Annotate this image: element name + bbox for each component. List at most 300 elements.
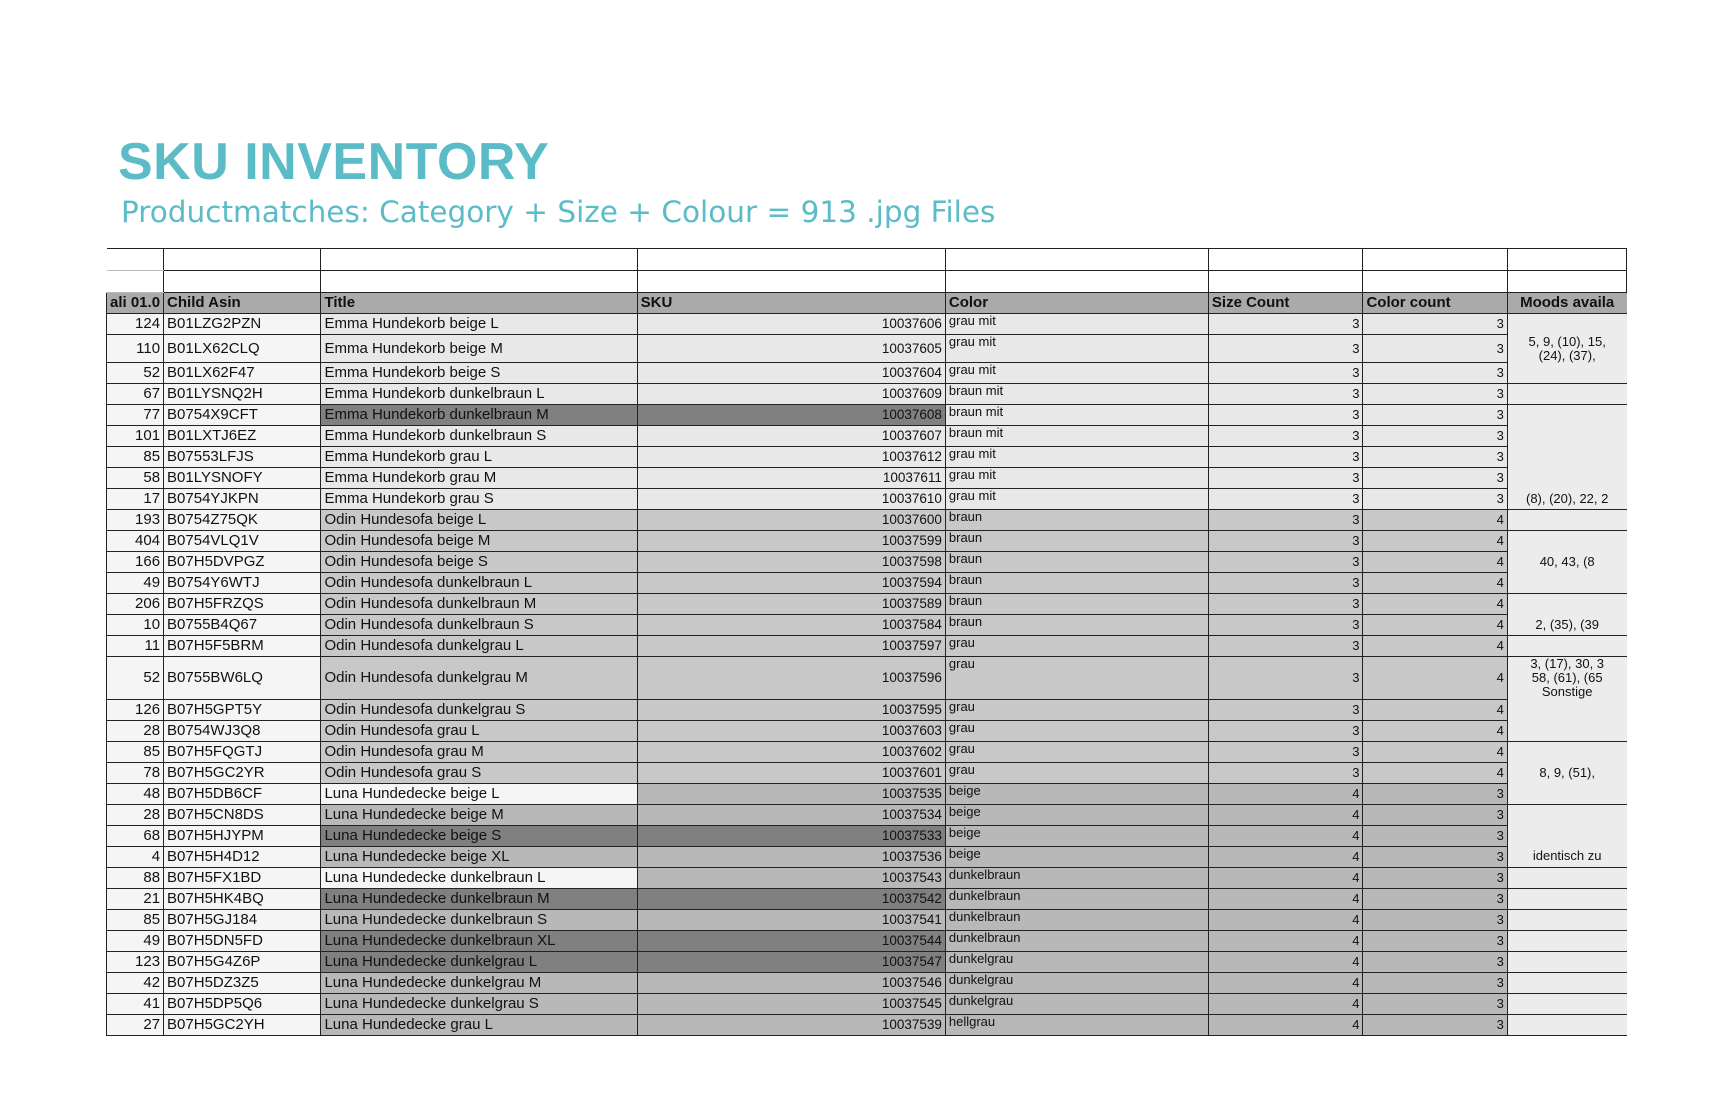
empty-cell: [321, 249, 637, 271]
availability-cell: 58: [107, 468, 164, 489]
availability-cell: 52: [107, 363, 164, 384]
color-cell: dunkelgrau: [945, 972, 1208, 993]
sku-cell: 10037610: [637, 489, 945, 510]
table-row: [107, 384, 1627, 405]
color-cell: grau: [945, 720, 1208, 741]
size-count-cell: 3: [1208, 405, 1363, 426]
asin-cell: B07H5H4D12: [164, 846, 321, 867]
color-count-cell: 4: [1363, 510, 1507, 531]
title-cell: Odin Hundesofa dunkelbraun M: [321, 594, 637, 615]
title-cell: Odin Hundesofa grau M: [321, 741, 637, 762]
availability-cell: 42: [107, 972, 164, 993]
color-count-cell: 4: [1363, 552, 1507, 573]
size-count-cell: 4: [1208, 825, 1363, 846]
size-count-cell: 4: [1208, 888, 1363, 909]
table-row: [107, 867, 1627, 888]
moods-cell: [1507, 594, 1626, 615]
color-count-cell: 3: [1363, 447, 1507, 468]
header-row: [107, 293, 1627, 314]
color-cell: grau: [945, 741, 1208, 762]
asin-cell: B07H5G4Z6P: [164, 951, 321, 972]
sku-cell: 10037535: [637, 783, 945, 804]
sku-cell: 10037608: [637, 405, 945, 426]
size-count-cell: 3: [1208, 314, 1363, 335]
size-count-cell: 3: [1208, 363, 1363, 384]
availability-cell: 404: [107, 531, 164, 552]
sku-cell: 10037589: [637, 594, 945, 615]
availability-cell: 21: [107, 888, 164, 909]
size-count-cell: 3: [1208, 489, 1363, 510]
title-cell: Emma Hundekorb grau M: [321, 468, 637, 489]
title-cell: Odin Hundesofa dunkelbraun S: [321, 615, 637, 636]
size-count-cell: 3: [1208, 468, 1363, 489]
size-count-cell: 3: [1208, 720, 1363, 741]
moods-text: 5, 9, (10), 15, (24), (37),: [1528, 333, 1606, 363]
availability-cell: 49: [107, 930, 164, 951]
spreadsheet: [106, 248, 1627, 1033]
asin-cell: B01LX62CLQ: [164, 335, 321, 363]
color-count-cell: 4: [1363, 615, 1507, 636]
availability-cell: 28: [107, 720, 164, 741]
column-header-moods: Moods availa: [1507, 293, 1626, 314]
table-row: [107, 489, 1627, 510]
column-header-title: Title: [321, 293, 637, 314]
availability-cell: 17: [107, 489, 164, 510]
asin-cell: B0754WJ3Q8: [164, 720, 321, 741]
empty-cell: [1363, 271, 1507, 293]
asin-cell: B01LXTJ6EZ: [164, 426, 321, 447]
color-cell: grau mit: [945, 447, 1208, 468]
moods-cell: [1507, 930, 1626, 951]
asin-cell: B07H5GC2YH: [164, 1014, 321, 1035]
asin-cell: B0754X9CFT: [164, 405, 321, 426]
moods-cell: [1507, 972, 1626, 993]
color-cell: beige: [945, 783, 1208, 804]
title-cell: Luna Hundedecke dunkelbraun L: [321, 867, 637, 888]
table-row: [107, 573, 1627, 594]
asin-cell: B07H5FX1BD: [164, 867, 321, 888]
asin-cell: B07H5DP5Q6: [164, 993, 321, 1014]
asin-cell: B07H5CN8DS: [164, 804, 321, 825]
asin-cell: B07H5DZ3Z5: [164, 972, 321, 993]
moods-cell: [1507, 888, 1626, 909]
availability-cell: 126: [107, 699, 164, 720]
color-count-cell: 3: [1363, 972, 1507, 993]
asin-cell: B07H5GPT5Y: [164, 699, 321, 720]
sku-cell: 10037605: [637, 335, 945, 363]
moods-cell: [1507, 636, 1626, 657]
title-cell: Emma Hundekorb beige L: [321, 314, 637, 335]
asin-cell: B07H5FRZQS: [164, 594, 321, 615]
title-cell: Emma Hundekorb grau L: [321, 447, 637, 468]
availability-cell: 4: [107, 846, 164, 867]
color-count-cell: 3: [1363, 888, 1507, 909]
color-count-cell: 3: [1363, 951, 1507, 972]
availability-cell: 85: [107, 741, 164, 762]
size-count-cell: 3: [1208, 447, 1363, 468]
title-cell: Odin Hundesofa beige L: [321, 510, 637, 531]
table-row: [107, 657, 1627, 700]
color-cell: beige: [945, 825, 1208, 846]
table-row: [107, 615, 1627, 636]
color-cell: dunkelbraun: [945, 909, 1208, 930]
color-count-cell: 4: [1363, 762, 1507, 783]
size-count-cell: 3: [1208, 384, 1363, 405]
size-count-cell: 3: [1208, 531, 1363, 552]
sku-cell: 10037546: [637, 972, 945, 993]
moods-cell: [1507, 741, 1626, 762]
sku-cell: 10037547: [637, 951, 945, 972]
availability-cell: 124: [107, 314, 164, 335]
table-row: [107, 405, 1627, 426]
sku-cell: 10037595: [637, 699, 945, 720]
color-cell: dunkelbraun: [945, 930, 1208, 951]
asin-cell: B07H5GC2YR: [164, 762, 321, 783]
color-count-cell: 3: [1363, 909, 1507, 930]
table-row: [107, 741, 1627, 762]
color-cell: dunkelbraun: [945, 867, 1208, 888]
table-row: [107, 1014, 1627, 1035]
title-cell: Luna Hundedecke beige M: [321, 804, 637, 825]
empty-cell: [637, 271, 945, 293]
color-count-cell: 3: [1363, 846, 1507, 867]
moods-cell: [1507, 909, 1626, 930]
moods-cell: [1507, 657, 1626, 700]
moods-cell: [1507, 720, 1626, 741]
moods-cell: [1507, 573, 1626, 594]
sku-cell: 10037607: [637, 426, 945, 447]
color-count-cell: 3: [1363, 384, 1507, 405]
asin-cell: B07H5HJYPM: [164, 825, 321, 846]
color-count-cell: 3: [1363, 867, 1507, 888]
title-cell: Luna Hundedecke dunkelgrau S: [321, 993, 637, 1014]
column-header-size-count: Size Count: [1208, 293, 1363, 314]
availability-cell: 110: [107, 335, 164, 363]
availability-cell: 27: [107, 1014, 164, 1035]
table-row: [107, 314, 1627, 335]
title-cell: Odin Hundesofa grau L: [321, 720, 637, 741]
asin-cell: B07H5HK4BQ: [164, 888, 321, 909]
table-row: [107, 951, 1627, 972]
empty-cell: [107, 271, 164, 293]
moods-text: (8), (20), 22, 2: [1525, 490, 1609, 506]
moods-cell: [1507, 699, 1626, 720]
color-cell: grau mit: [945, 468, 1208, 489]
moods-cell: [1507, 363, 1626, 384]
moods-cell: [1507, 867, 1626, 888]
availability-cell: 193: [107, 510, 164, 531]
size-count-cell: 3: [1208, 552, 1363, 573]
color-cell: dunkelgrau: [945, 993, 1208, 1014]
asin-cell: B07H5DN5FD: [164, 930, 321, 951]
color-count-cell: 4: [1363, 531, 1507, 552]
sku-cell: 10037584: [637, 615, 945, 636]
title-cell: Odin Hundesofa dunkelgrau S: [321, 699, 637, 720]
title-cell: Odin Hundesofa beige S: [321, 552, 637, 573]
empty-cell: [1208, 249, 1363, 271]
moods-cell: [1507, 314, 1626, 335]
title-cell: Luna Hundedecke beige L: [321, 783, 637, 804]
color-count-cell: 3: [1363, 993, 1507, 1014]
table-row: [107, 972, 1627, 993]
availability-cell: 41: [107, 993, 164, 1014]
color-count-cell: 3: [1363, 930, 1507, 951]
color-count-cell: 4: [1363, 573, 1507, 594]
size-count-cell: 3: [1208, 657, 1363, 700]
sku-cell: 10037597: [637, 636, 945, 657]
size-count-cell: 4: [1208, 846, 1363, 867]
sku-cell: 10037602: [637, 741, 945, 762]
color-count-cell: 4: [1363, 594, 1507, 615]
color-count-cell: 3: [1363, 468, 1507, 489]
availability-cell: 88: [107, 867, 164, 888]
table-row: [107, 363, 1627, 384]
moods-cell: [1507, 951, 1626, 972]
availability-cell: 206: [107, 594, 164, 615]
moods-cell: [1507, 1014, 1626, 1035]
table-row: [107, 825, 1627, 846]
sku-cell: 10037603: [637, 720, 945, 741]
color-count-cell: 4: [1363, 720, 1507, 741]
sku-cell: 10037601: [637, 762, 945, 783]
moods-text: identisch zu: [1532, 848, 1602, 864]
page-title: SKU INVENTORY: [118, 133, 550, 191]
availability-cell: 10: [107, 615, 164, 636]
sku-cell: 10037599: [637, 531, 945, 552]
empty-cell: [321, 271, 637, 293]
moods-cell: [1507, 447, 1626, 468]
table-row: [107, 783, 1627, 804]
sku-cell: 10037542: [637, 888, 945, 909]
availability-cell: 67: [107, 384, 164, 405]
title-cell: Odin Hundesofa grau S: [321, 762, 637, 783]
color-count-cell: 3: [1363, 426, 1507, 447]
title-cell: Emma Hundekorb dunkelbraun S: [321, 426, 637, 447]
empty-cell: [1507, 271, 1626, 293]
size-count-cell: 3: [1208, 335, 1363, 363]
sku-cell: 10037598: [637, 552, 945, 573]
sku-cell: 10037612: [637, 447, 945, 468]
availability-cell: 77: [107, 405, 164, 426]
title-cell: Luna Hundedecke grau L: [321, 1014, 637, 1035]
table-row: [107, 804, 1627, 825]
asin-cell: B07H5GJ184: [164, 909, 321, 930]
table-row: [107, 594, 1627, 615]
title-cell: Emma Hundekorb dunkelbraun L: [321, 384, 637, 405]
sku-cell: 10037600: [637, 510, 945, 531]
title-cell: Emma Hundekorb beige S: [321, 363, 637, 384]
sku-cell: 10037611: [637, 468, 945, 489]
sku-cell: 10037543: [637, 867, 945, 888]
size-count-cell: 4: [1208, 1014, 1363, 1035]
moods-text: 3, (17), 30, 3 58, (61), (65 Sonstige: [1530, 656, 1605, 699]
title-cell: Emma Hundekorb dunkelbraun M: [321, 405, 637, 426]
color-cell: grau: [945, 636, 1208, 657]
empty-cell: [945, 271, 1208, 293]
moods-cell: [1507, 552, 1626, 573]
table-row: [107, 468, 1627, 489]
page-subtitle: Productmatches: Category + Size + Colour = 913 .jpg Files: [121, 195, 996, 229]
title-cell: Odin Hundesofa beige M: [321, 531, 637, 552]
color-cell: braun: [945, 552, 1208, 573]
moods-text: 40, 43, (8: [1539, 554, 1595, 569]
color-cell: beige: [945, 804, 1208, 825]
sku-cell: 10037594: [637, 573, 945, 594]
color-count-cell: 4: [1363, 741, 1507, 762]
color-cell: braun: [945, 594, 1208, 615]
asin-cell: B0754Y6WTJ: [164, 573, 321, 594]
moods-cell: [1507, 846, 1626, 867]
moods-text: 8, 9, (51),: [1539, 764, 1595, 780]
table-row: [107, 846, 1627, 867]
sku-cell: 10037606: [637, 314, 945, 335]
sku-cell: 10037539: [637, 1014, 945, 1035]
asin-cell: B0754YJKPN: [164, 489, 321, 510]
color-cell: beige: [945, 846, 1208, 867]
moods-cell: [1507, 510, 1626, 531]
sku-cell: 10037596: [637, 657, 945, 700]
title-cell: Emma Hundekorb beige M: [321, 335, 637, 363]
table-row: [107, 636, 1627, 657]
asin-cell: B07H5DVPGZ: [164, 552, 321, 573]
asin-cell: B01LX62F47: [164, 363, 321, 384]
asin-cell: B07H5F5BRM: [164, 636, 321, 657]
inventory-table: [106, 248, 1627, 1036]
color-cell: grau mit: [945, 363, 1208, 384]
size-count-cell: 4: [1208, 930, 1363, 951]
empty-cell: [164, 271, 321, 293]
color-cell: braun: [945, 615, 1208, 636]
moods-text: 2, (35), (39: [1535, 616, 1599, 632]
size-count-cell: 4: [1208, 951, 1363, 972]
asin-cell: B0755BW6LQ: [164, 657, 321, 700]
sku-cell: 10037534: [637, 804, 945, 825]
availability-cell: 11: [107, 636, 164, 657]
color-cell: grau: [945, 699, 1208, 720]
color-cell: braun: [945, 573, 1208, 594]
asin-cell: B07H5DB6CF: [164, 783, 321, 804]
table-row: [107, 447, 1627, 468]
color-count-cell: 3: [1363, 405, 1507, 426]
moods-cell: [1507, 489, 1626, 510]
sku-cell: 10037609: [637, 384, 945, 405]
moods-cell: [1507, 468, 1626, 489]
column-header-sku: SKU: [637, 293, 945, 314]
size-count-cell: 3: [1208, 636, 1363, 657]
size-count-cell: 4: [1208, 993, 1363, 1014]
color-cell: braun mit: [945, 405, 1208, 426]
empty-cell: [945, 249, 1208, 271]
title-cell: Emma Hundekorb grau S: [321, 489, 637, 510]
blank-row: [107, 271, 1627, 293]
availability-cell: 85: [107, 447, 164, 468]
moods-cell: [1507, 335, 1626, 363]
availability-cell: 85: [107, 909, 164, 930]
table-row: [107, 335, 1627, 363]
availability-cell: 48: [107, 783, 164, 804]
title-cell: Luna Hundedecke dunkelbraun M: [321, 888, 637, 909]
availability-cell: 49: [107, 573, 164, 594]
availability-cell: 28: [107, 804, 164, 825]
table-row: [107, 699, 1627, 720]
title-cell: Luna Hundedecke beige S: [321, 825, 637, 846]
availability-cell: 101: [107, 426, 164, 447]
color-count-cell: 4: [1363, 699, 1507, 720]
moods-cell: [1507, 531, 1626, 552]
table-row: [107, 552, 1627, 573]
title-cell: Odin Hundesofa dunkelgrau M: [321, 657, 637, 700]
size-count-cell: 3: [1208, 741, 1363, 762]
moods-cell: [1507, 384, 1626, 405]
empty-cell: [637, 249, 945, 271]
color-cell: dunkelgrau: [945, 951, 1208, 972]
asin-cell: B07553LFJS: [164, 447, 321, 468]
size-count-cell: 4: [1208, 972, 1363, 993]
availability-cell: 78: [107, 762, 164, 783]
table-row: [107, 909, 1627, 930]
title-cell: Luna Hundedecke dunkelbraun XL: [321, 930, 637, 951]
color-count-cell: 3: [1363, 489, 1507, 510]
sku-cell: 10037544: [637, 930, 945, 951]
color-count-cell: 3: [1363, 314, 1507, 335]
column-header-availability: ali 01.0: [107, 293, 164, 314]
moods-cell: [1507, 804, 1626, 825]
sku-cell: 10037536: [637, 846, 945, 867]
availability-cell: 123: [107, 951, 164, 972]
color-cell: braun mit: [945, 426, 1208, 447]
size-count-cell: 4: [1208, 909, 1363, 930]
color-count-cell: 4: [1363, 636, 1507, 657]
moods-cell: [1507, 783, 1626, 804]
size-count-cell: 3: [1208, 573, 1363, 594]
color-cell: grau: [945, 657, 1208, 700]
asin-cell: B0754VLQ1V: [164, 531, 321, 552]
moods-cell: [1507, 825, 1626, 846]
availability-cell: 52: [107, 657, 164, 700]
asin-cell: B07H5FQGTJ: [164, 741, 321, 762]
color-count-cell: 3: [1363, 335, 1507, 363]
moods-cell: [1507, 405, 1626, 426]
table-row: [107, 993, 1627, 1014]
table-row: [107, 762, 1627, 783]
column-header-child-asin: Child Asin: [164, 293, 321, 314]
color-count-cell: 3: [1363, 363, 1507, 384]
availability-cell: 166: [107, 552, 164, 573]
availability-cell: 68: [107, 825, 164, 846]
size-count-cell: 4: [1208, 783, 1363, 804]
size-count-cell: 4: [1208, 867, 1363, 888]
sku-cell: 10037541: [637, 909, 945, 930]
table-row: [107, 888, 1627, 909]
color-cell: dunkelbraun: [945, 888, 1208, 909]
color-cell: braun mit: [945, 384, 1208, 405]
color-cell: braun: [945, 510, 1208, 531]
color-cell: grau: [945, 762, 1208, 783]
table-row: [107, 531, 1627, 552]
title-cell: Odin Hundesofa dunkelgrau L: [321, 636, 637, 657]
size-count-cell: 4: [1208, 804, 1363, 825]
color-cell: braun: [945, 531, 1208, 552]
column-header-color-count: Color count: [1363, 293, 1507, 314]
empty-cell: [164, 249, 321, 271]
moods-cell: [1507, 993, 1626, 1014]
color-count-cell: 3: [1363, 804, 1507, 825]
title-cell: Luna Hundedecke beige XL: [321, 846, 637, 867]
color-cell: grau mit: [945, 489, 1208, 510]
color-count-cell: 3: [1363, 783, 1507, 804]
color-cell: hellgrau: [945, 1014, 1208, 1035]
empty-cell: [1208, 271, 1363, 293]
